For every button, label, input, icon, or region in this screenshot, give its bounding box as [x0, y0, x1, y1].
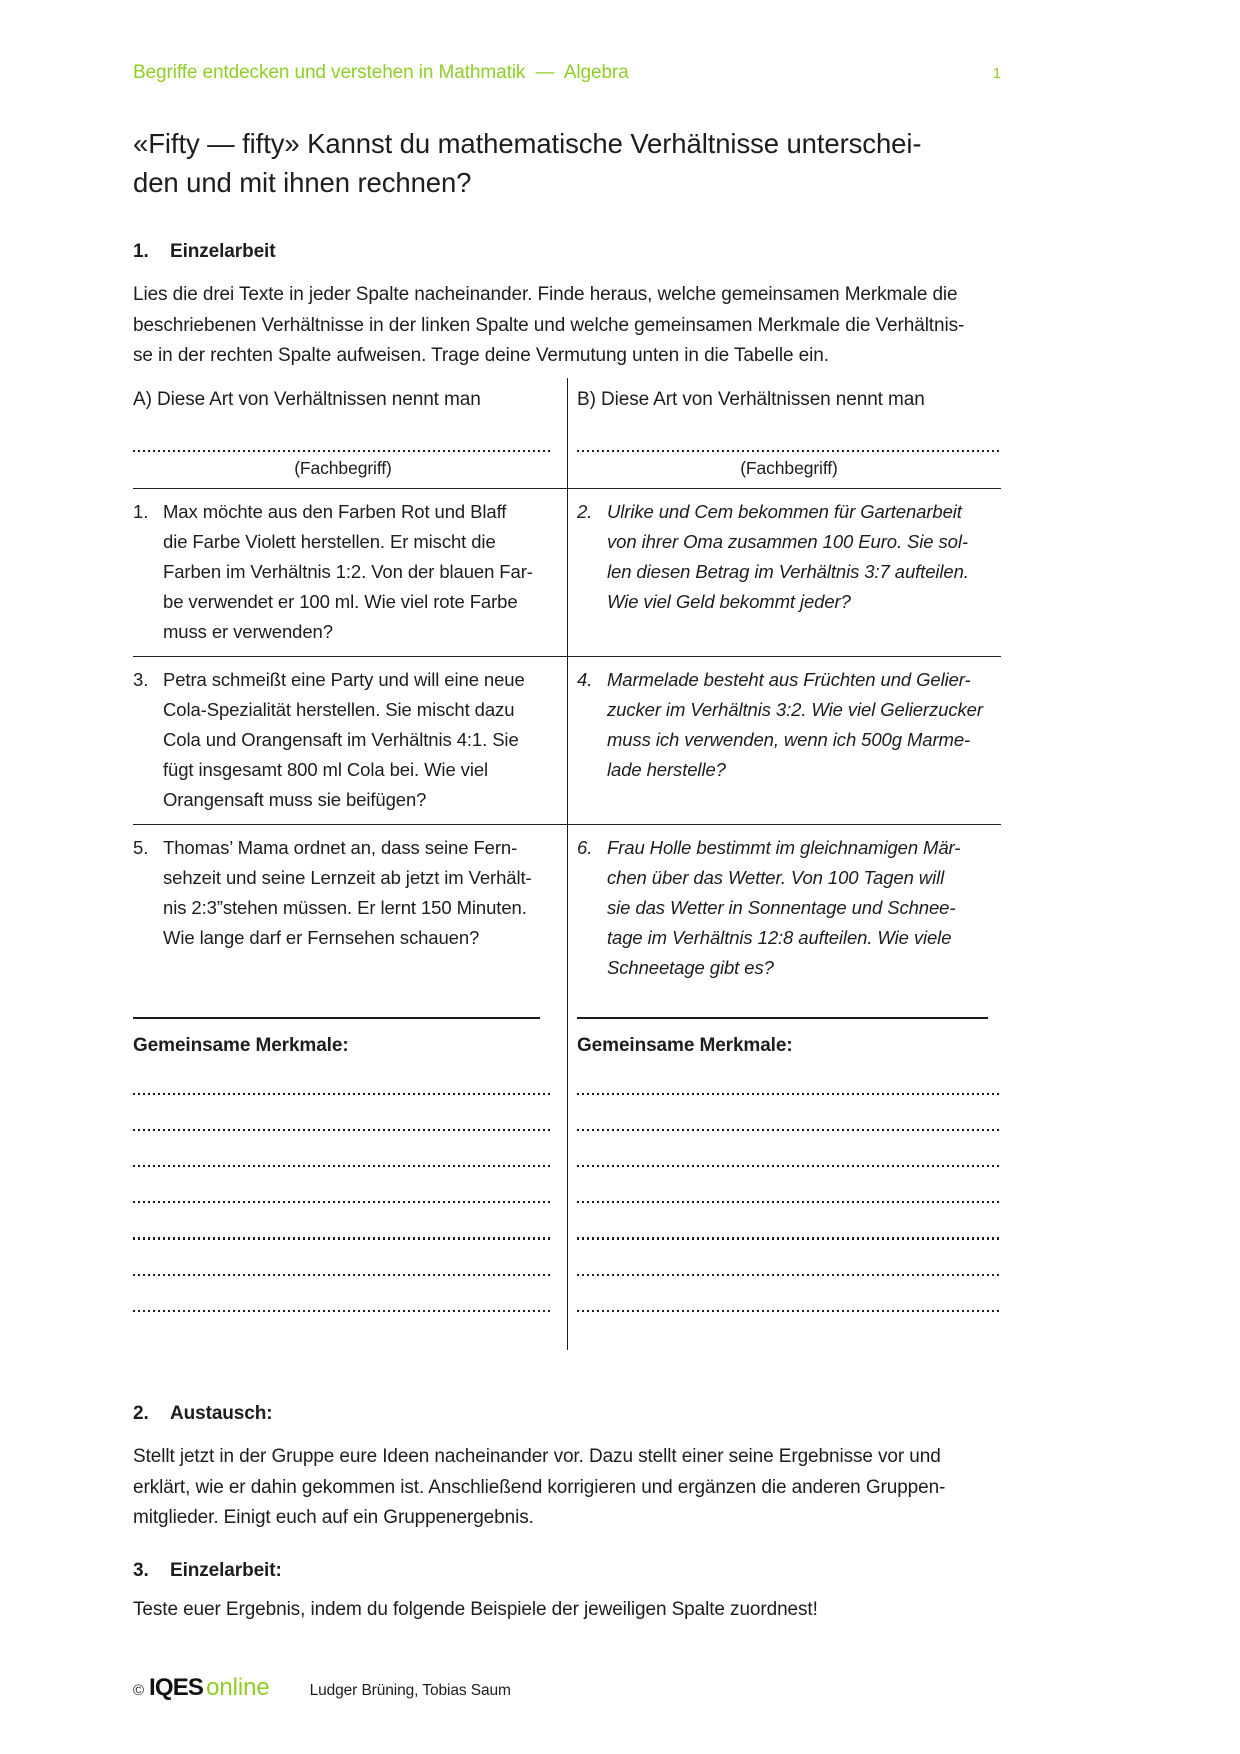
column-b-header: B) Diese Art von Verhältnissen nennt man [577, 389, 925, 410]
fachbegriff-blank-line-a [133, 450, 553, 452]
section-2-heading [133, 1403, 1001, 1425]
fachbegriff-blank-line-b [577, 450, 1001, 452]
section-1-label: Einzelarbeit [170, 241, 276, 262]
section-2-instructions: Stellt jetzt in der Gruppe eure Ideen nacheinander vor. Dazu stellt einer seine Ergebnisse vor und erklärt, wie er dahin gekommen ist. Anschließend korrigieren und ergänzen die anderen Gruppen- mitglieder. Einigt euch auf ein Gruppenergebnis. [133, 1446, 946, 1528]
table-item-6: 6. Frau Holle bestimmt im gleichnamigen Mär- chen über das Wetter. Von 100 Tagen will sie das Wetter in Sonnentage und Schnee- tage im Verhältnis 12:8 aufteilen. Wie viele Schneetage gibt es? [567, 824, 1001, 993]
column-a-header: A) Diese Art von Verhältnissen nennt man [133, 389, 481, 410]
section-3-heading [133, 1560, 1001, 1582]
section-3-label: Einzelarbeit: [170, 1560, 282, 1581]
merkmale-blank-line [577, 1310, 1001, 1312]
iqes-logo-online: online [206, 1674, 270, 1701]
merkmale-blank-line [133, 1310, 553, 1312]
header-title: Begriffe entdecken und verstehen in Mathmatik — Algebra [133, 62, 629, 83]
table-item-4: 4. Marmelade besteht aus Früchten und Gelier- zucker im Verhältnis 3:2. Wie viel Gelierzucker muss ich verwenden, wenn ich 500g Marme- lade herstelle? [567, 656, 1001, 824]
table-item-5: 5. Thomas’ Mama ordnet an, dass seine Fern- sehzeit und seine Lernzeit ab jetzt im Verhält- nis 2:3”stehen müssen. Er lernt 150 Minuten. Wie lange darf er Fernsehen schauen? [133, 824, 567, 993]
table-item-1: 1. Max möchte aus den Farben Rot und Blaff die Farbe Violett herstellen. Er mischt die Farben im Verhältnis 1:2. Von der blauen Far- be verwendet er 100 ml. Wie viel rote Farbe muss er verwenden? [133, 488, 567, 656]
section-1-number: 1. [133, 241, 149, 262]
page-title-line-1: «Fifty — fifty» Kannst du mathematische Verhältnisse unterschei- [133, 128, 922, 159]
merkmale-blank-line [133, 1093, 553, 1095]
page-title [133, 124, 1001, 202]
ratio-comparison-table [133, 378, 1001, 1350]
iqes-logo-text: IQES [148, 1674, 204, 1701]
table-item-3: 3. Petra schmeißt eine Party und will eine neue Cola-Spezialität herstellen. Sie mischt dazu Cola und Orangensaft im Verhältnis 4:1. Sie fügt insgesamt 800 ml Cola bei. Wie viel Orangensaft muss sie beifügen? [133, 656, 567, 824]
merkmale-blank-line [133, 1274, 553, 1276]
merkmale-blank-line [133, 1237, 553, 1239]
merkmale-divider-a [133, 1017, 540, 1019]
fachbegriff-label-b: (Fachbegriff) [740, 458, 838, 479]
footer-authors: Ludger Brüning, Tobias Saum [309, 1682, 511, 1699]
section-3-number: 3. [133, 1560, 149, 1581]
merkmale-blank-line [577, 1129, 1001, 1131]
column-a-header-cell [133, 378, 567, 488]
merkmale-blank-line [577, 1274, 1001, 1276]
column-b-header-cell [567, 378, 1001, 488]
page-number: 1 [992, 65, 1001, 82]
section-3-instructions: Teste euer Ergebnis, indem du folgende Beispiele der jeweiligen Spalte zuordnest! [133, 1599, 818, 1620]
merkmale-section-b [567, 993, 1001, 1350]
merkmale-blank-line [577, 1201, 1001, 1203]
section-2-label: Austausch: [170, 1403, 273, 1424]
document-header [133, 62, 1001, 84]
merkmale-blank-line [577, 1165, 1001, 1167]
merkmale-blank-line [577, 1237, 1001, 1239]
merkmale-blank-line [133, 1201, 553, 1203]
merkmale-label-b: Gemeinsame Merkmale: [577, 1034, 793, 1056]
merkmale-blank-line [577, 1093, 1001, 1095]
merkmale-divider-b [577, 1017, 988, 1019]
section-1-instructions: Lies die drei Texte in jeder Spalte nacheinander. Finde heraus, welche gemeinsamen Merkmale die beschriebenen Verhältnisse in der linken Spalte und welche gemeinsamen Merkmale die Verhältnis- se in der rechten Spalte aufweisen. Trage deine Vermutung unten in die Tabelle ein. [133, 284, 965, 366]
page-footer [133, 1674, 1001, 1702]
merkmale-label-a: Gemeinsame Merkmale: [133, 1034, 349, 1056]
page-title-line-2: den und mit ihnen rechnen? [133, 167, 472, 198]
section-2-number: 2. [133, 1403, 149, 1424]
section-1-heading [133, 241, 1001, 263]
fachbegriff-label-a: (Fachbegriff) [294, 458, 392, 479]
merkmale-blank-line [133, 1165, 553, 1167]
table-item-2: 2. Ulrike und Cem bekommen für Gartenarbeit von ihrer Oma zusammen 100 Euro. Sie sol- len diesen Betrag im Verhältnis 3:7 aufteilen. Wie viel Geld bekommt jeder? [567, 488, 1001, 656]
merkmale-blank-line [133, 1129, 553, 1131]
copyright-symbol: © [133, 1682, 144, 1699]
merkmale-section-a [133, 993, 567, 1350]
